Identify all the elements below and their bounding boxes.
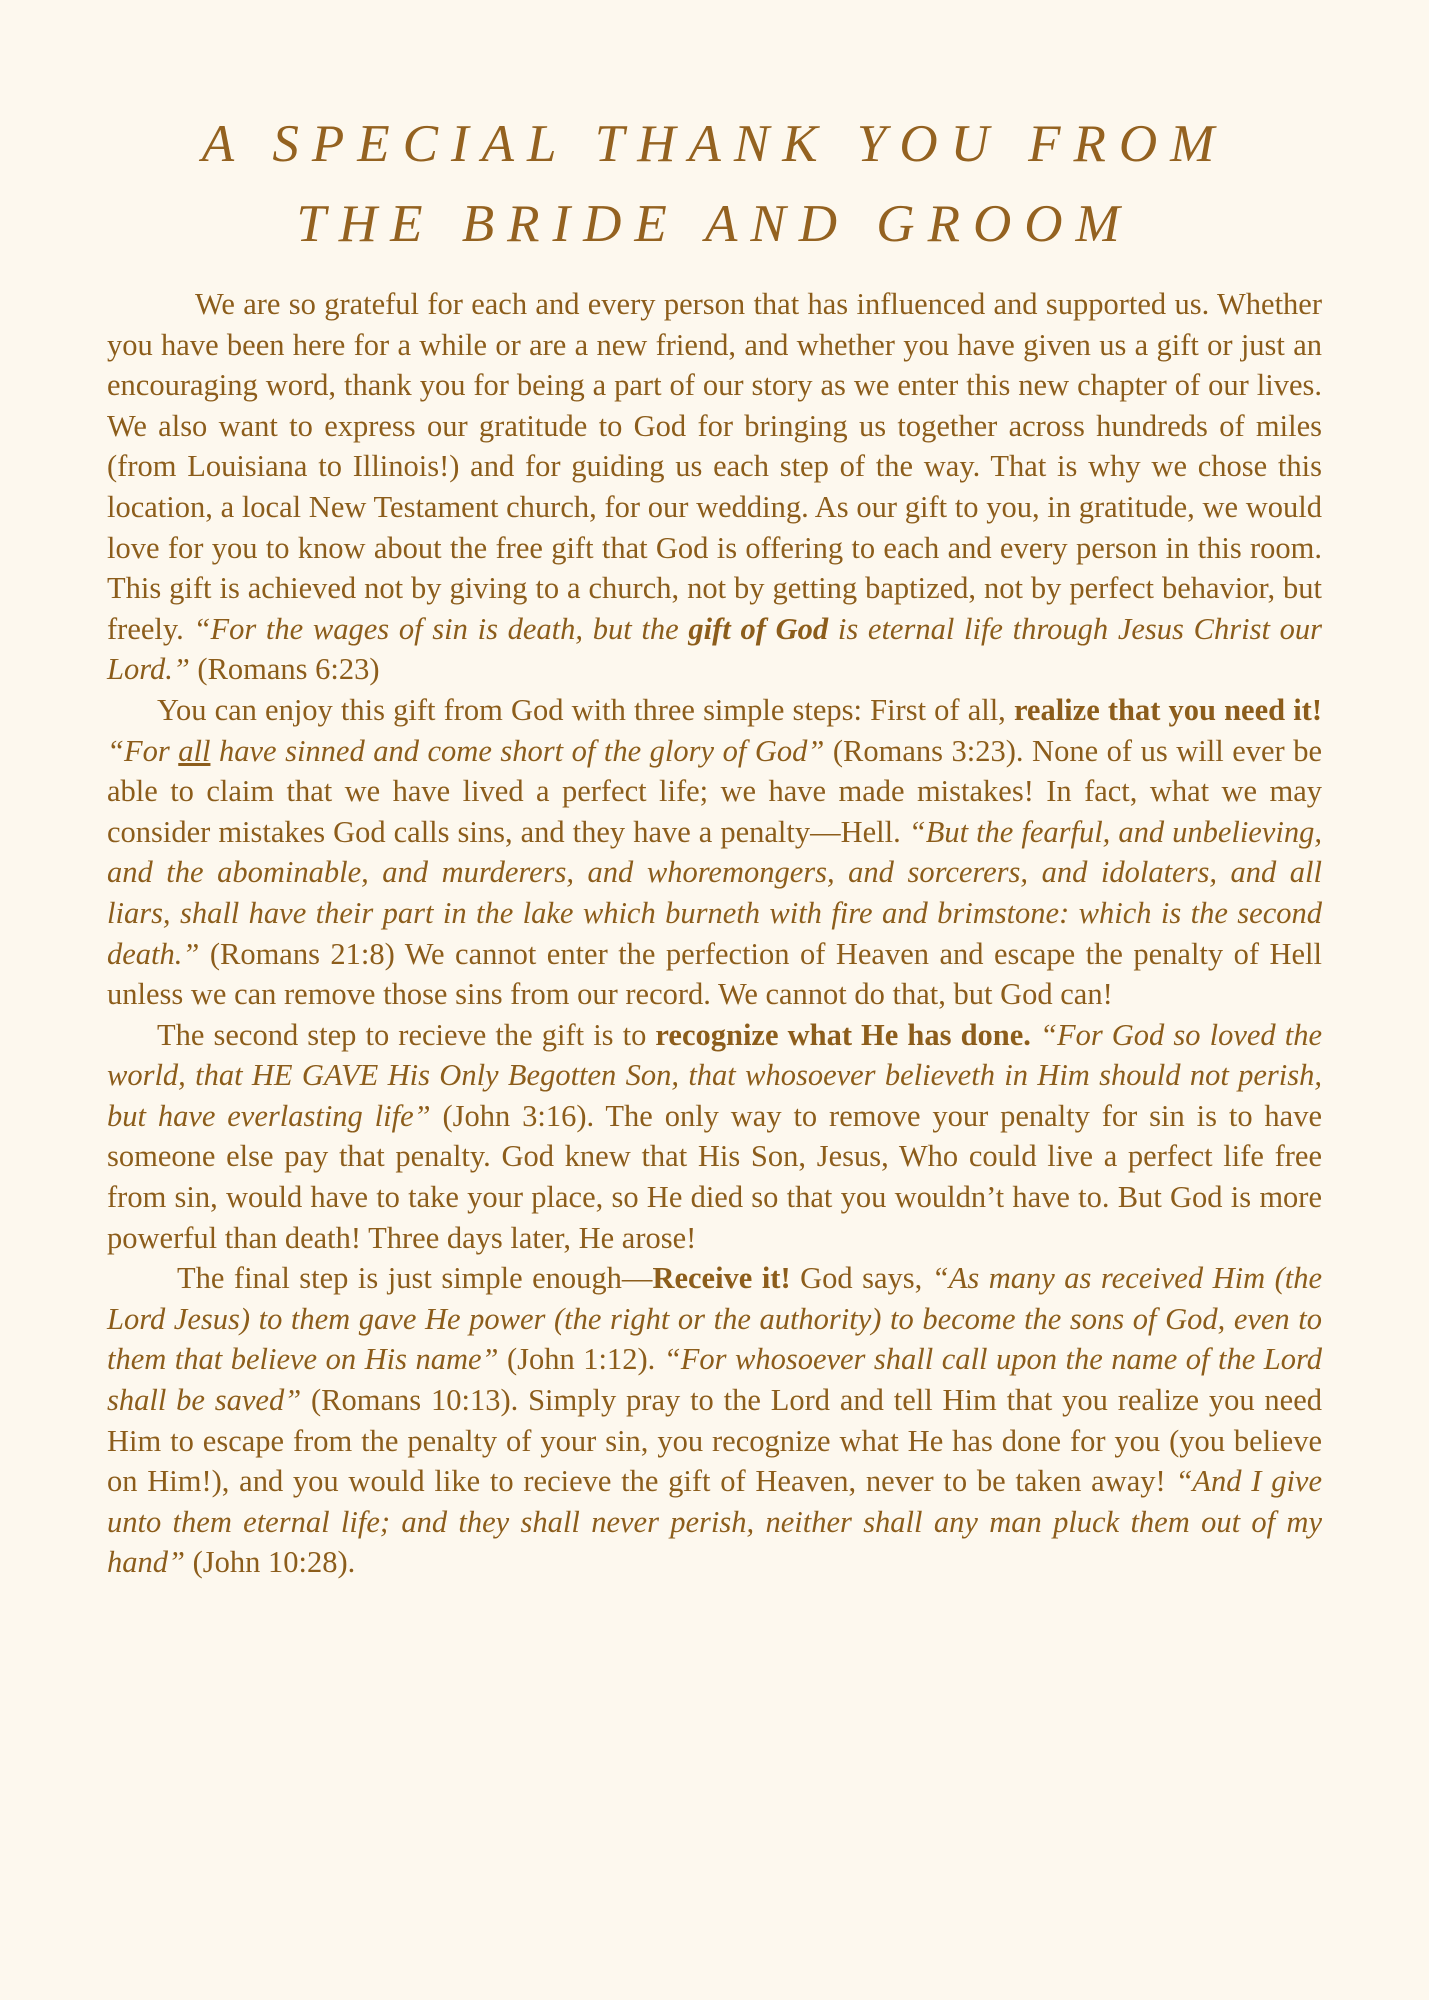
- step-one-quote-part-1: “For: [107, 733, 179, 768]
- step-three-reference-3: (John 10:28).: [184, 1545, 356, 1580]
- paragraph-step-two: [107, 1015, 1322, 1259]
- step-one-quote-underline: all: [178, 733, 211, 768]
- intro-reference: (Romans 6:23): [189, 652, 380, 687]
- step-three-reference-1: (John 1:12).: [498, 1342, 664, 1377]
- title-line-1: A SPECIAL THANK YOU FROM: [201, 115, 1228, 173]
- step-three-quote-2: “For whosoever shall call upon the name of the Lord shall be saved”: [107, 1342, 1322, 1418]
- paragraph-step-three: [107, 1258, 1322, 1583]
- paragraph-step-one: [107, 690, 1322, 1015]
- step-one-heading: realize that you need it!: [1013, 692, 1322, 727]
- step-one-text: You can enjoy this gift from God with three simple steps: First of all,: [157, 692, 1014, 727]
- step-one-quote-part-2: have sinned and come short of the glory of God”: [210, 733, 825, 768]
- step-three-quote-1: “As many as received Him (the Lord Jesus) to them gave He power (the right or the authority) to become the sons of God, even to them that believe on His name”: [107, 1261, 1323, 1377]
- intro-quote-emphasis: gift of God: [688, 611, 829, 646]
- step-two-quote: “For God so loved the world, that HE GAVE His Only Begotten Son, that whosoever believeth in Him should not perish, but have everlasting life”: [107, 1017, 1322, 1133]
- step-one-explanation: (Romans 3:23). None of us will ever be able to claim that we have lived a perfect life; we have made mistakes! In fact, what we may consider mistakes God calls sins, and they have a penalty—Hell.: [107, 733, 1322, 849]
- step-three-explanation: (Romans 10:13). Simply pray to the Lord and tell Him that you realize you need Him to escape from the penalty of your sin, you recognize what He has done for you (you believe on Him!), and you would like to recieve the gift of Heaven, never to be taken away!: [107, 1383, 1322, 1499]
- step-two-heading: recognize what He has done.: [655, 1017, 1031, 1052]
- page-title: [107, 104, 1322, 264]
- intro-quote-part-2: is eternal life through Jesus Christ our Lord.”: [107, 611, 1322, 687]
- step-three-lead: God says,: [790, 1261, 932, 1296]
- step-three-heading: Receive it!: [652, 1261, 791, 1296]
- step-two-text: The second step to recieve the gift is to: [157, 1017, 656, 1052]
- intro-quote-part-1: “For the wages of sin is death, but the: [193, 611, 689, 646]
- title-line-2: THE BRIDE AND GROOM: [296, 195, 1133, 253]
- letter-body: [107, 284, 1322, 1583]
- paragraph-intro: [107, 284, 1322, 690]
- step-two-explanation: (John 3:16). The only way to remove your penalty for sin is to have someone else pay that penalty. God knew that His Son, Jesus, Who could live a perfect life free from sin, would have to take your place, so He died so that you wouldn’t have to. But God is more powerful than death! Three days later, He arose!: [107, 1098, 1323, 1255]
- intro-text: We are so grateful for each and every person that has influenced and supported us. Whether you have been here for a while or are a new friend, and whether you have given us a gift or just an encouraging word, thank you for being a part of our story as we enter this new chapter of our lives. We also want to express our gratitude to God for bringing us together across hundreds of miles (from Louisiana to Illinois!) and for guiding us each step of the way. That is why we chose this location, a local New Testament church, for our wedding. As our gift to you, in gratitude, we would love for you to know about the free gift that God is offering to each and every person in this room. This gift is achieved not by giving to a church, not by getting baptized, not by perfect behavior, but freely.: [107, 287, 1322, 646]
- step-one-quote-2: “But the fearful, and unbelieving, and the abominable, and murderers, and whoremongers, and sorcerers, and idolaters, and all liars, shall have their part in the lake which burneth with fire and brimstone: which is the second death.”: [107, 814, 1322, 971]
- step-one-conclusion: (Romans 21:8) We cannot enter the perfection of Heaven and escape the penalty of Hell unless we can remove those sins from our record. We cannot do that, but God can!: [107, 936, 1322, 1012]
- step-three-text: The final step is just simple enough—: [177, 1261, 653, 1296]
- step-three-quote-3: “And I give unto them eternal life; and they shall never perish, neither shall any man pluck them out of my hand”: [107, 1464, 1322, 1580]
